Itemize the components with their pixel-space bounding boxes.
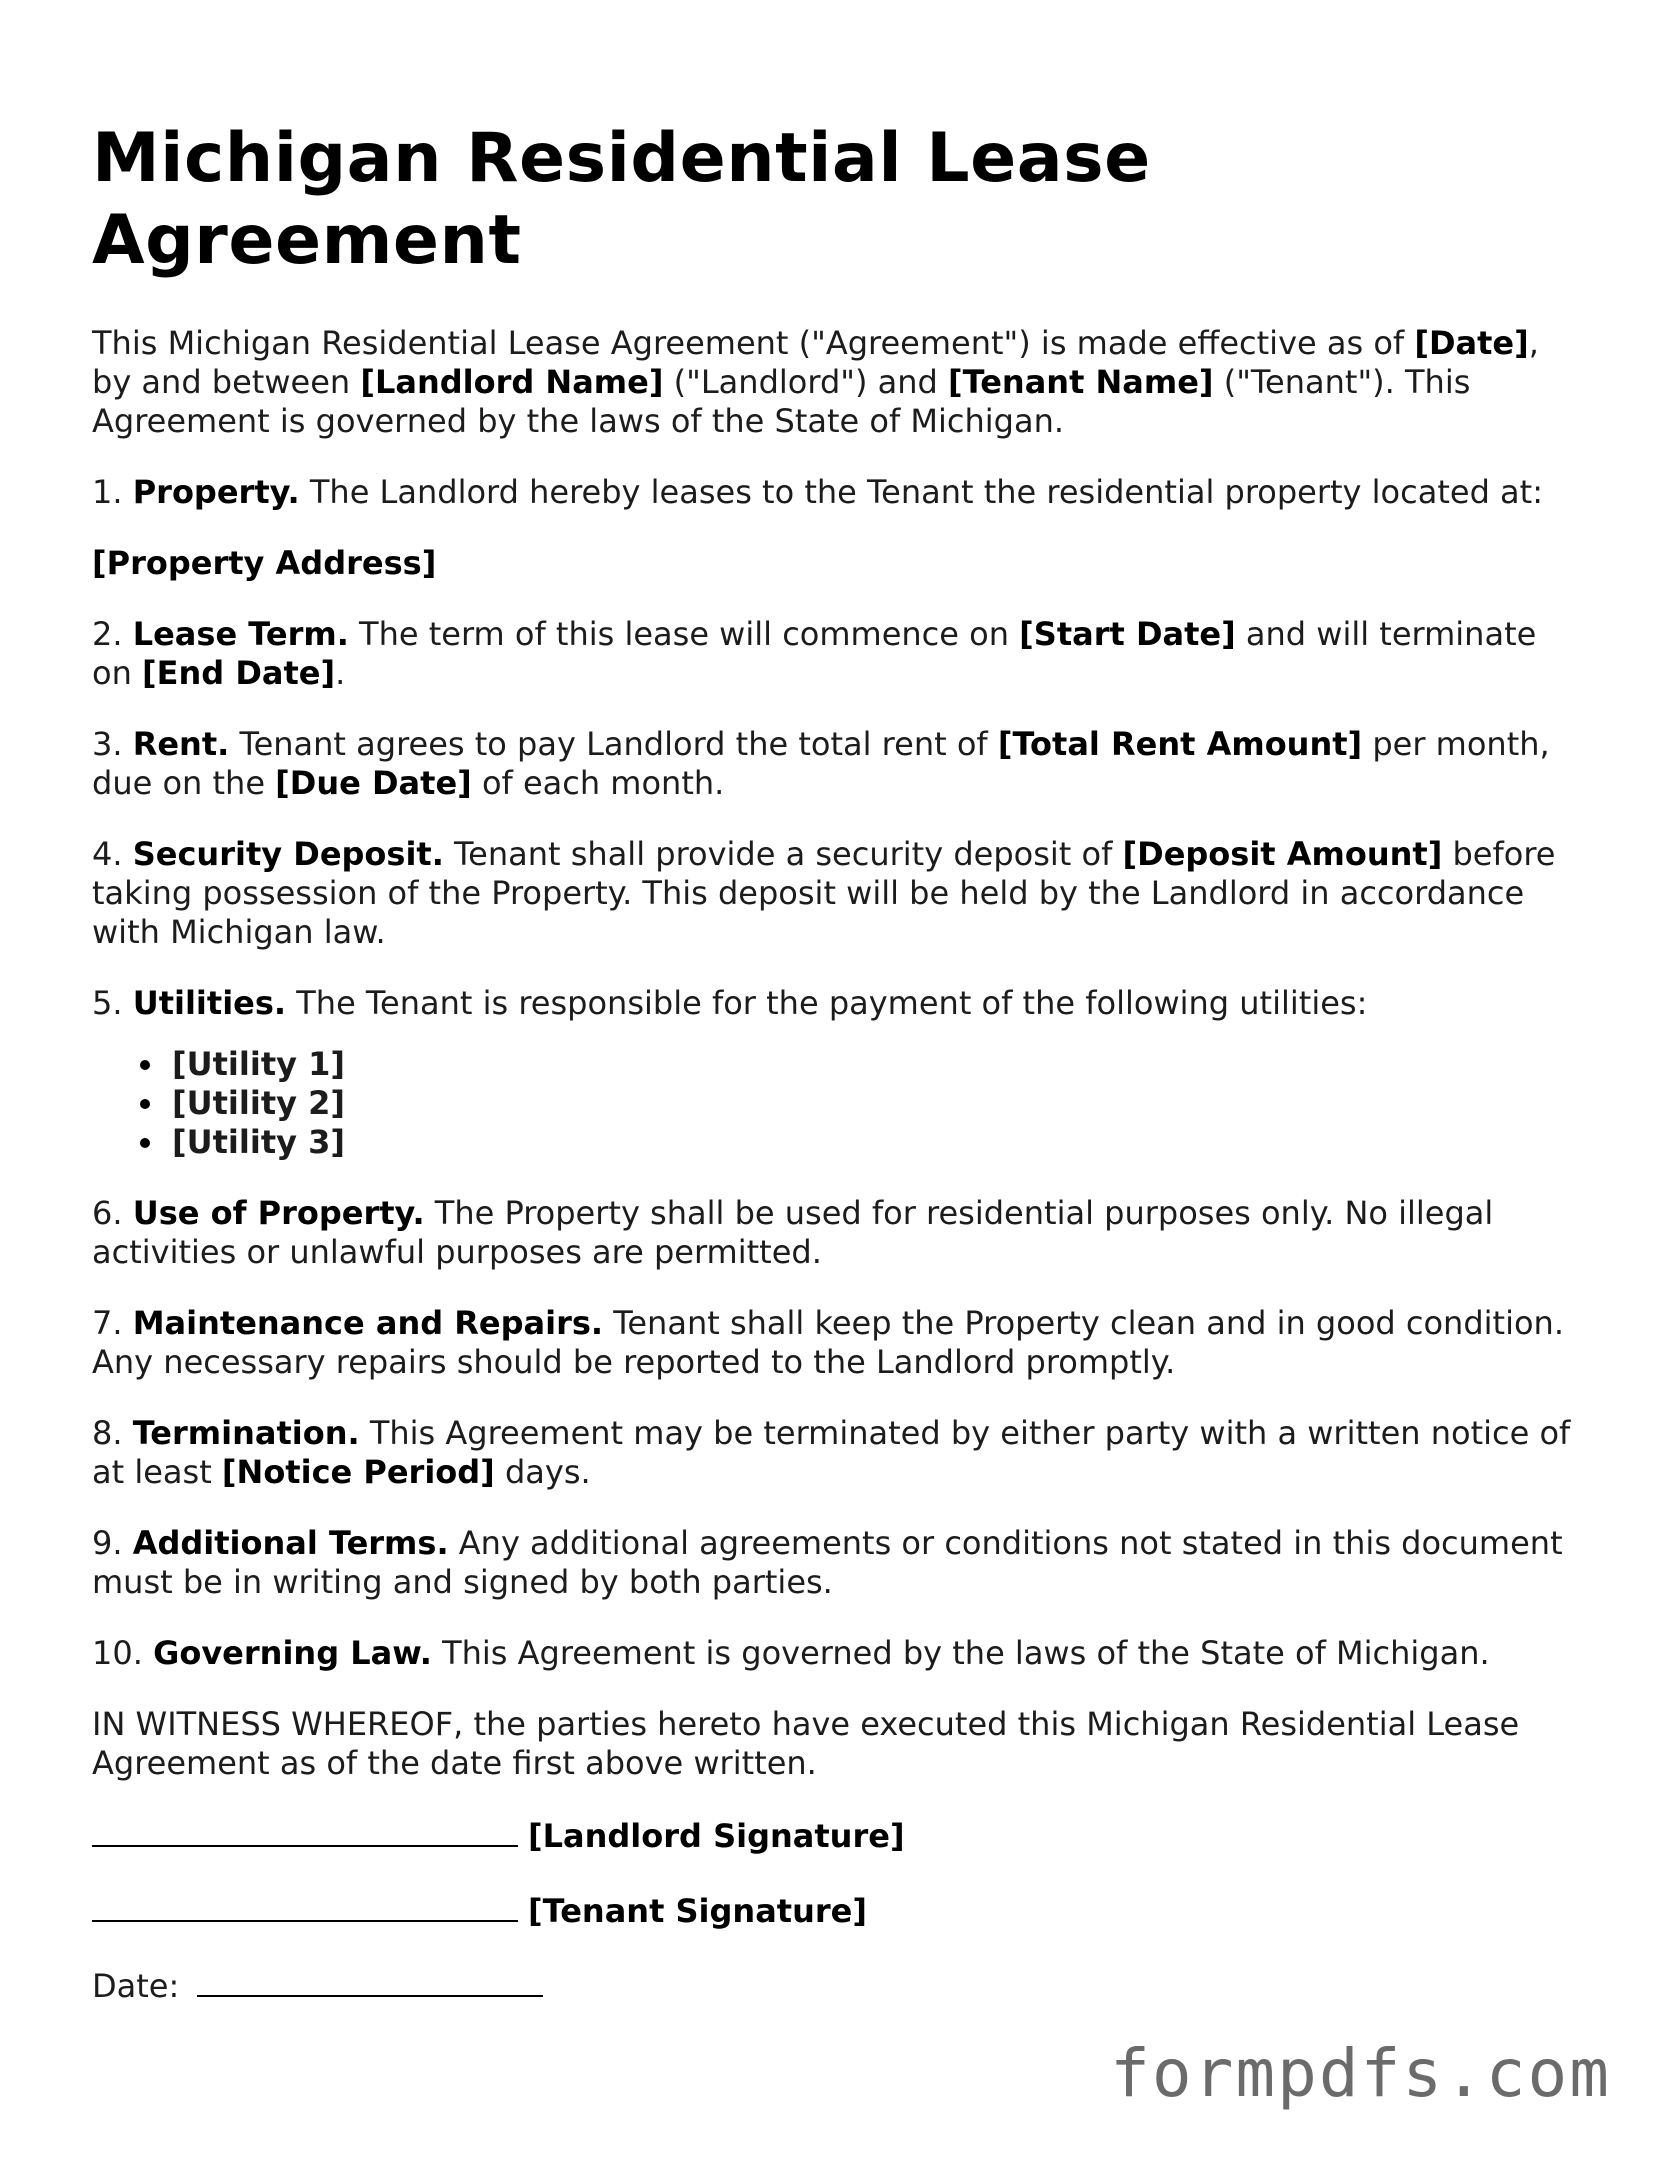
section-text: before taking possession of the Property. This deposit will be held by the Landlord in accordance with Michigan law.: [92, 835, 1556, 951]
section-text: Tenant agrees to pay Landlord the total rent of: [229, 725, 998, 763]
watermark: formpdfs.com: [1110, 2035, 1611, 2112]
signature-blank[interactable]: [92, 1815, 518, 1847]
section-text: This Agreement may be terminated by either party with a written notice of at least: [92, 1414, 1571, 1491]
section-number: 9.: [92, 1524, 133, 1562]
property-address-placeholder: [Property Address]: [92, 544, 437, 582]
landlord-signature-label: [Landlord Signature]: [528, 1817, 905, 1855]
section-governing-law: [92, 1634, 1582, 1673]
tenant-signature-line: [92, 1890, 1582, 1931]
witness-clause: IN WITNESS WHEREOF, the parties hereto have executed this Michigan Residential Lease Agreement as of the date first above written.: [92, 1705, 1520, 1782]
section-security-deposit: [92, 835, 1582, 952]
section-text: Tenant shall keep the Property clean and in good condition. Any necessary repairs should be reported to the Landlord promptly.: [92, 1304, 1564, 1381]
signature-blank[interactable]: [92, 1890, 518, 1922]
section-maintenance: [92, 1304, 1582, 1382]
section-heading: Maintenance and Repairs.: [132, 1304, 604, 1342]
section-number: 6.: [92, 1194, 133, 1232]
tenant-signature-label: [Tenant Signature]: [528, 1892, 867, 1930]
section-number: 1.: [92, 473, 133, 511]
list-item: [Utility 2]: [172, 1084, 1582, 1123]
section-additional-terms: [92, 1524, 1582, 1602]
section-number: 5.: [92, 984, 133, 1022]
landlord-signature-line: [92, 1815, 1582, 1856]
section-number: 2.: [92, 615, 133, 653]
section-number: 3.: [92, 725, 133, 763]
section-heading: Rent.: [132, 725, 230, 763]
section-text: Tenant shall provide a security deposit of: [443, 835, 1123, 873]
intro-text-1: This Michigan Residential Lease Agreement ("Agreement") is made effective as of: [92, 324, 1415, 362]
section-text: This Agreement is governed by the laws of the State of Michigan.: [431, 1634, 1490, 1672]
intro-paragraph: [92, 324, 1582, 441]
utilities-list: [92, 1045, 1582, 1162]
section-heading: Additional Terms.: [132, 1524, 449, 1562]
section-heading: Utilities.: [132, 984, 287, 1022]
section-text: The Property shall be used for residential purposes only. No illegal activities or unlawful purposes are permitted.: [92, 1194, 1494, 1271]
property-address: [92, 544, 1582, 583]
section-text: Any additional agreements or conditions not stated in this document must be in writing and signed by both parties.: [92, 1524, 1563, 1601]
notice-period-placeholder: [Notice Period]: [221, 1453, 495, 1491]
deposit-amount-placeholder: [Deposit Amount]: [1122, 835, 1443, 873]
section-text: and will terminate on: [92, 615, 1537, 692]
due-date-placeholder: [Due Date]: [275, 764, 472, 802]
intro-text-2: , by and between: [92, 324, 1539, 401]
section-lease-term: [92, 615, 1582, 693]
section-rent: [92, 725, 1582, 803]
section-text: of each month.: [471, 764, 725, 802]
section-heading: Lease Term.: [132, 615, 349, 653]
start-date-placeholder: [Start Date]: [1019, 615, 1236, 653]
section-text: The term of this lease will commence on: [348, 615, 1020, 653]
end-date-placeholder: [End Date]: [142, 654, 336, 692]
section-heading: Governing Law.: [153, 1634, 432, 1672]
section-heading: Property.: [132, 473, 300, 511]
rent-amount-placeholder: [Total Rent Amount]: [997, 725, 1363, 763]
date-blank[interactable]: [197, 1965, 543, 1997]
landlord-name-placeholder: [Landlord Name]: [360, 363, 664, 401]
list-item: [Utility 3]: [172, 1123, 1582, 1162]
section-number: 4.: [92, 835, 133, 873]
date-placeholder: [Date]: [1414, 324, 1529, 362]
section-text: days.: [494, 1453, 591, 1491]
section-utilities: [92, 984, 1582, 1023]
section-text: The Tenant is responsible for the payment of the following utilities:: [286, 984, 1368, 1022]
intro-text-4: ("Tenant"). This Agreement is governed by the laws of the State of Michigan.: [92, 363, 1471, 440]
section-text: The Landlord hereby leases to the Tenant the residential property located at:: [299, 473, 1543, 511]
section-property: [92, 473, 1582, 512]
section-text: .: [335, 654, 346, 692]
section-heading: Use of Property.: [132, 1194, 425, 1232]
section-use-of-property: [92, 1194, 1582, 1272]
section-number: 7.: [92, 1304, 133, 1342]
intro-text-3: ("Landlord") and: [663, 363, 948, 401]
section-termination: [92, 1414, 1582, 1492]
section-number: 8.: [92, 1414, 133, 1452]
document-title: Michigan Residential Lease Agreement: [92, 119, 1151, 280]
section-heading: Termination.: [132, 1414, 360, 1452]
tenant-name-placeholder: [Tenant Name]: [948, 363, 1214, 401]
date-line: [92, 1965, 1582, 2006]
section-number: 10.: [92, 1634, 154, 1672]
section-text: per month, due on the: [92, 725, 1550, 802]
document-page: [92, 118, 1582, 2038]
list-item: [Utility 1]: [172, 1045, 1582, 1084]
date-label: Date:: [92, 1967, 190, 2005]
section-heading: Security Deposit.: [132, 835, 444, 873]
